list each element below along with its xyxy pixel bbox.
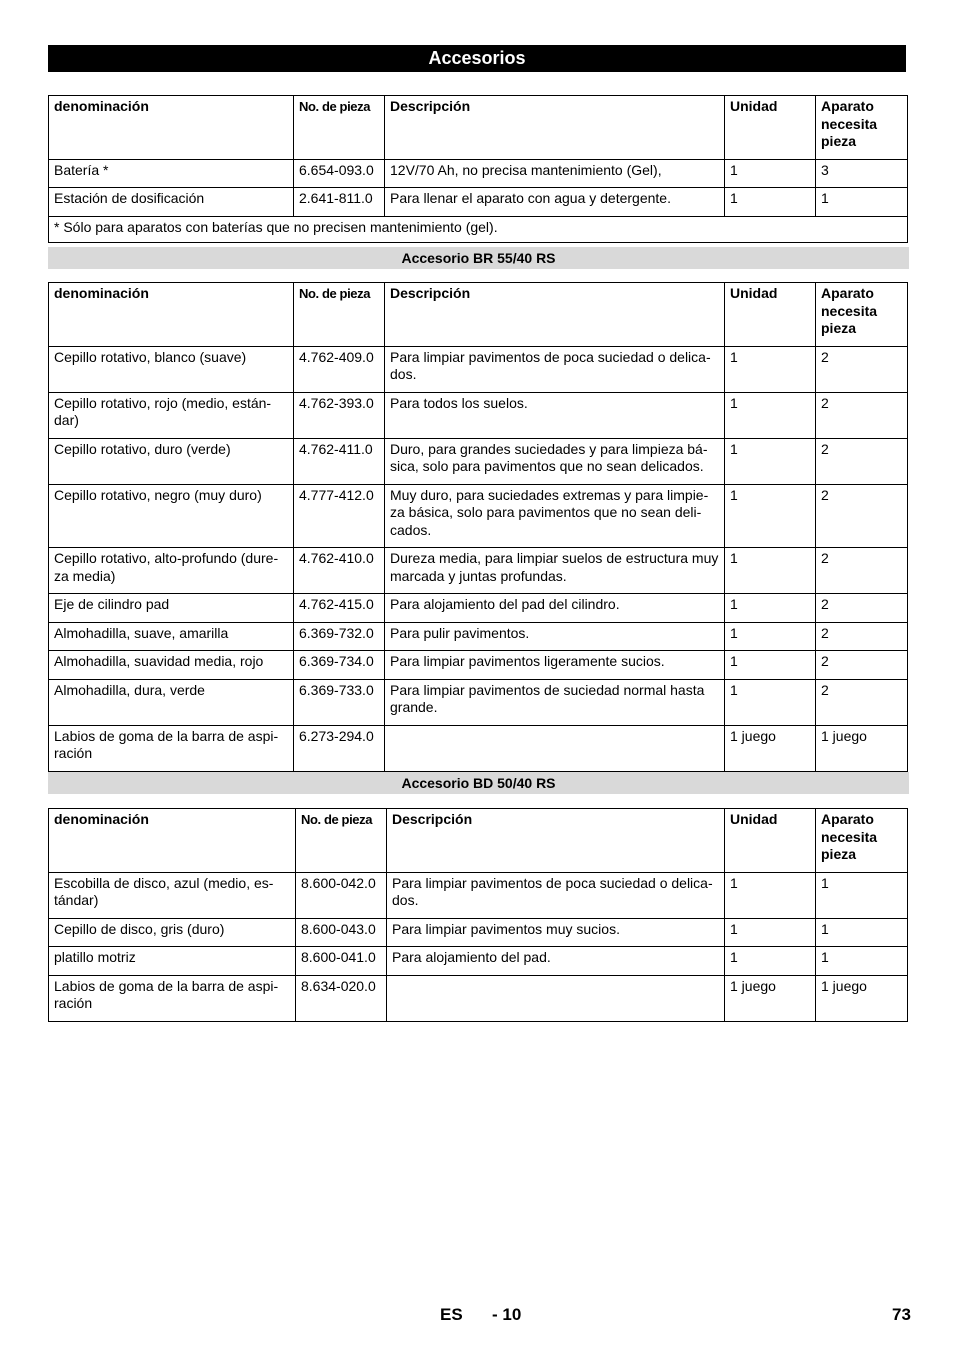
cell-descripcion: Para limpiar pavimentos muy sucios. — [387, 918, 725, 947]
cell-no-pieza: 8.600-042.0 — [296, 872, 387, 918]
header-aparato: Aparato necesita pieza — [816, 283, 908, 347]
cell-no-pieza: 4.762-411.0 — [294, 438, 385, 484]
cell-denominacion: Labios de goma de la barra de aspi-ración — [49, 975, 296, 1021]
cell-unidad: 1 — [725, 872, 816, 918]
cell-unidad: 1 — [725, 188, 816, 217]
table-row — [49, 947, 908, 976]
table-row — [49, 484, 908, 548]
table-row — [49, 438, 908, 484]
cell-denominacion: platillo motriz — [49, 947, 296, 976]
section-title-br: Accesorio BR 55/40 RS — [48, 247, 909, 269]
cell-no-pieza: 4.762-415.0 — [294, 594, 385, 623]
cell-denominacion: Almohadilla, suavidad media, rojo — [49, 651, 294, 680]
cell-descripcion: Para limpiar pavimentos de poca suciedad o delica-dos. — [387, 872, 725, 918]
cell-descripcion: Para limpiar pavimentos ligeramente sucios. — [385, 651, 725, 680]
cell-denominacion: Escobilla de disco, azul (medio, es-tándar) — [49, 872, 296, 918]
table-row — [49, 594, 908, 623]
cell-no-pieza: 6.273-294.0 — [294, 725, 385, 771]
table-row — [49, 346, 908, 392]
header-denominacion: denominación — [49, 809, 296, 873]
cell-aparato: 2 — [816, 346, 908, 392]
cell-descripcion — [385, 725, 725, 771]
table-header-row — [49, 809, 908, 873]
footer-page-ref: - 10 — [492, 1305, 522, 1324]
cell-aparato: 1 — [816, 872, 908, 918]
header-descripcion: Descripción — [385, 96, 725, 160]
cell-unidad: 1 — [725, 484, 816, 548]
cell-aparato: 2 — [816, 679, 908, 725]
cell-unidad: 1 — [725, 918, 816, 947]
header-unidad: Unidad — [725, 96, 816, 160]
cell-denominacion: Estación de dosificación — [49, 188, 294, 217]
cell-no-pieza: 8.600-043.0 — [296, 918, 387, 947]
cell-descripcion — [387, 975, 725, 1021]
table-header-row — [49, 96, 908, 160]
cell-aparato: 1 juego — [816, 725, 908, 771]
cell-denominacion: Cepillo rotativo, blanco (suave) — [49, 346, 294, 392]
cell-descripcion: Muy duro, para suciedades extremas y para limpie-za básica, solo para pavimentos que no sean deli-cados. — [385, 484, 725, 548]
cell-no-pieza: 4.762-410.0 — [294, 548, 385, 594]
cell-descripcion: Dureza media, para limpiar suelos de estructura muy marcada y juntas profundas. — [385, 548, 725, 594]
cell-descripcion: Para todos los suelos. — [385, 392, 725, 438]
table-row — [49, 918, 908, 947]
footer-language: ES — [440, 1305, 463, 1324]
cell-unidad: 1 — [725, 594, 816, 623]
table-row — [49, 725, 908, 771]
table-row — [49, 548, 908, 594]
table-header-row — [49, 283, 908, 347]
header-denominacion: denominación — [49, 283, 294, 347]
cell-aparato: 2 — [816, 651, 908, 680]
cell-descripcion: Para pulir pavimentos. — [385, 622, 725, 651]
header-denominacion: denominación — [49, 96, 294, 160]
cell-no-pieza: 6.369-734.0 — [294, 651, 385, 680]
cell-no-pieza: 4.762-393.0 — [294, 392, 385, 438]
cell-aparato: 2 — [816, 594, 908, 623]
table-row — [49, 679, 908, 725]
cell-unidad: 1 juego — [725, 975, 816, 1021]
cell-aparato: 3 — [816, 159, 908, 188]
accessories-table — [48, 95, 908, 243]
cell-aparato: 1 — [816, 918, 908, 947]
header-descripcion: Descripción — [387, 809, 725, 873]
cell-denominacion: Almohadilla, dura, verde — [49, 679, 294, 725]
cell-unidad: 1 — [725, 947, 816, 976]
cell-aparato: 1 — [816, 947, 908, 976]
cell-denominacion: Cepillo rotativo, alto-profundo (dure-za media) — [49, 548, 294, 594]
cell-unidad: 1 — [725, 159, 816, 188]
cell-no-pieza: 4.762-409.0 — [294, 346, 385, 392]
cell-no-pieza: 2.641-811.0 — [294, 188, 385, 217]
cell-descripcion: Para alojamiento del pad del cilindro. — [385, 594, 725, 623]
cell-no-pieza: 8.634-020.0 — [296, 975, 387, 1021]
cell-unidad: 1 — [725, 438, 816, 484]
cell-aparato: 2 — [816, 622, 908, 651]
cell-denominacion: Eje de cilindro pad — [49, 594, 294, 623]
cell-denominacion: Labios de goma de la barra de aspi-ración — [49, 725, 294, 771]
header-no-pieza: No. de pieza — [294, 96, 385, 160]
cell-aparato: 2 — [816, 438, 908, 484]
table-row — [49, 392, 908, 438]
page-title: Accesorios — [48, 45, 906, 72]
header-aparato: Aparato necesita pieza — [816, 96, 908, 160]
cell-denominacion: Almohadilla, suave, amarilla — [49, 622, 294, 651]
table-row — [49, 975, 908, 1021]
cell-denominacion: Cepillo de disco, gris (duro) — [49, 918, 296, 947]
cell-descripcion: Para limpiar pavimentos de poca suciedad o delica-dos. — [385, 346, 725, 392]
header-no-pieza: No. de pieza — [294, 283, 385, 347]
cell-unidad: 1 — [725, 392, 816, 438]
cell-unidad: 1 — [725, 622, 816, 651]
cell-aparato: 2 — [816, 484, 908, 548]
section-title-bd: Accesorio BD 50/40 RS — [48, 772, 909, 794]
cell-denominacion: Batería * — [49, 159, 294, 188]
table-row — [49, 651, 908, 680]
table-row — [49, 622, 908, 651]
table-row — [49, 159, 908, 188]
table-note-row — [49, 216, 908, 243]
cell-descripcion: Para alojamiento del pad. — [387, 947, 725, 976]
header-descripcion: Descripción — [385, 283, 725, 347]
header-no-pieza: No. de pieza — [296, 809, 387, 873]
cell-denominacion: Cepillo rotativo, duro (verde) — [49, 438, 294, 484]
cell-aparato: 1 juego — [816, 975, 908, 1021]
cell-descripcion: 12V/70 Ah, no precisa mantenimiento (Gel), — [385, 159, 725, 188]
cell-no-pieza: 6.654-093.0 — [294, 159, 385, 188]
cell-unidad: 1 — [725, 548, 816, 594]
cell-aparato: 2 — [816, 548, 908, 594]
footer-page-number: 73 — [892, 1305, 911, 1324]
cell-no-pieza: 4.777-412.0 — [294, 484, 385, 548]
cell-denominacion: Cepillo rotativo, rojo (medio, están-dar) — [49, 392, 294, 438]
cell-descripcion: Duro, para grandes suciedades y para limpieza bá-sica, solo para pavimentos que no sean delicados. — [385, 438, 725, 484]
cell-no-pieza: 6.369-733.0 — [294, 679, 385, 725]
cell-unidad: 1 — [725, 651, 816, 680]
cell-no-pieza: 8.600-041.0 — [296, 947, 387, 976]
cell-unidad: 1 — [725, 679, 816, 725]
cell-aparato: 2 — [816, 392, 908, 438]
cell-denominacion: Cepillo rotativo, negro (muy duro) — [49, 484, 294, 548]
cell-unidad: 1 — [725, 346, 816, 392]
header-unidad: Unidad — [725, 283, 816, 347]
table-row — [49, 188, 908, 217]
cell-descripcion: Para limpiar pavimentos de suciedad normal hasta grande. — [385, 679, 725, 725]
cell-unidad: 1 juego — [725, 725, 816, 771]
battery-note: * Sólo para aparatos con baterías que no precisen mantenimiento (gel). — [49, 216, 908, 243]
br-accessories-table — [48, 282, 908, 772]
bd-accessories-table — [48, 808, 908, 1022]
cell-no-pieza: 6.369-732.0 — [294, 622, 385, 651]
cell-descripcion: Para llenar el aparato con agua y detergente. — [385, 188, 725, 217]
header-aparato: Aparato necesita pieza — [816, 809, 908, 873]
cell-aparato: 1 — [816, 188, 908, 217]
header-unidad: Unidad — [725, 809, 816, 873]
table-row — [49, 872, 908, 918]
